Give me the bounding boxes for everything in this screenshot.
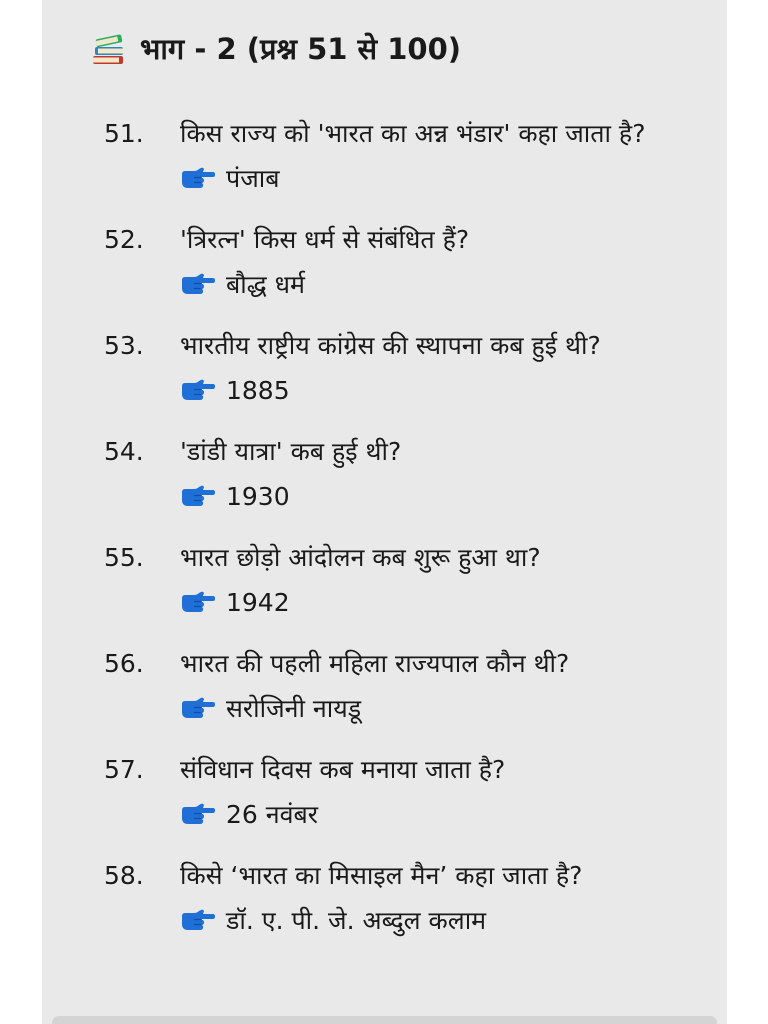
- answer-text: डॉ. ए. पी. जे. अब्दुल कलाम: [226, 906, 487, 935]
- section-title: भाग - 2 (प्रश्न 51 से 100): [140, 31, 462, 66]
- question-body: [180, 854, 714, 942]
- backhand-index-pointing-right-icon: [180, 907, 216, 933]
- question-item: [104, 748, 714, 836]
- question-item: [104, 536, 714, 624]
- question-body: [180, 430, 714, 518]
- question-body: [180, 324, 714, 412]
- question-number: 56.: [104, 649, 144, 678]
- question-number: 58.: [104, 861, 144, 890]
- question-item: [104, 112, 714, 200]
- answer-text: 1942: [226, 587, 290, 617]
- answer-row: [180, 368, 714, 412]
- backhand-index-pointing-right-icon: [180, 165, 216, 191]
- question-text: भारत की पहली महिला राज्यपाल कौन थी?: [180, 649, 570, 678]
- answer-row: [180, 898, 714, 942]
- question-body: [180, 536, 714, 624]
- question-body: [180, 748, 714, 836]
- answer-text: 1930: [226, 481, 290, 511]
- question-item: [104, 854, 714, 942]
- backhand-index-pointing-right-icon: [180, 377, 216, 403]
- section-heading: [90, 26, 461, 70]
- question-number: 51.: [104, 119, 144, 148]
- question-text: संविधान दिवस कब मनाया जाता है?: [180, 755, 506, 784]
- books-icon: [90, 29, 128, 67]
- answer-text: पंजाब: [226, 164, 280, 193]
- question-number: 53.: [104, 331, 144, 360]
- answer-text: बौद्ध धर्म: [226, 270, 305, 299]
- question-number: 55.: [104, 543, 144, 572]
- question-text: किसे ‘भारत का मिसाइल मैन’ कहा जाता है?: [180, 861, 583, 890]
- question-number: 57.: [104, 755, 144, 784]
- answer-text: सरोजिनी नायडू: [226, 694, 362, 723]
- backhand-index-pointing-right-icon: [180, 271, 216, 297]
- backhand-index-pointing-right-icon: [180, 589, 216, 615]
- question-item: [104, 324, 714, 412]
- backhand-index-pointing-right-icon: [180, 801, 216, 827]
- question-body: [180, 218, 714, 306]
- answer-row: [180, 156, 714, 200]
- question-body: [180, 112, 714, 200]
- answer-text: 26 नवंबर: [226, 800, 319, 829]
- question-item: [104, 430, 714, 518]
- question-item: [104, 218, 714, 306]
- question-body: [180, 642, 714, 730]
- bottom-edge: [52, 1016, 717, 1024]
- question-number: 52.: [104, 225, 144, 254]
- backhand-index-pointing-right-icon: [180, 695, 216, 721]
- question-text: किस राज्य को 'भारत का अन्न भंडार' कहा जाता है?: [180, 119, 646, 148]
- question-text: 'डांडी यात्रा' कब हुई थी?: [180, 437, 402, 466]
- question-text: 'त्रिरत्न' किस धर्म से संबंधित हैं?: [180, 225, 470, 254]
- question-list: [104, 112, 714, 960]
- answer-row: [180, 474, 714, 518]
- answer-row: [180, 262, 714, 306]
- answer-row: [180, 792, 714, 836]
- question-text: भारत छोड़ो आंदोलन कब शुरू हुआ था?: [180, 543, 541, 572]
- backhand-index-pointing-right-icon: [180, 483, 216, 509]
- content-card: [42, 0, 727, 1024]
- question-text: भारतीय राष्ट्रीय कांग्रेस की स्थापना कब हुई थी?: [180, 331, 601, 360]
- answer-row: [180, 580, 714, 624]
- question-item: [104, 642, 714, 730]
- answer-row: [180, 686, 714, 730]
- question-number: 54.: [104, 437, 144, 466]
- answer-text: 1885: [226, 375, 290, 405]
